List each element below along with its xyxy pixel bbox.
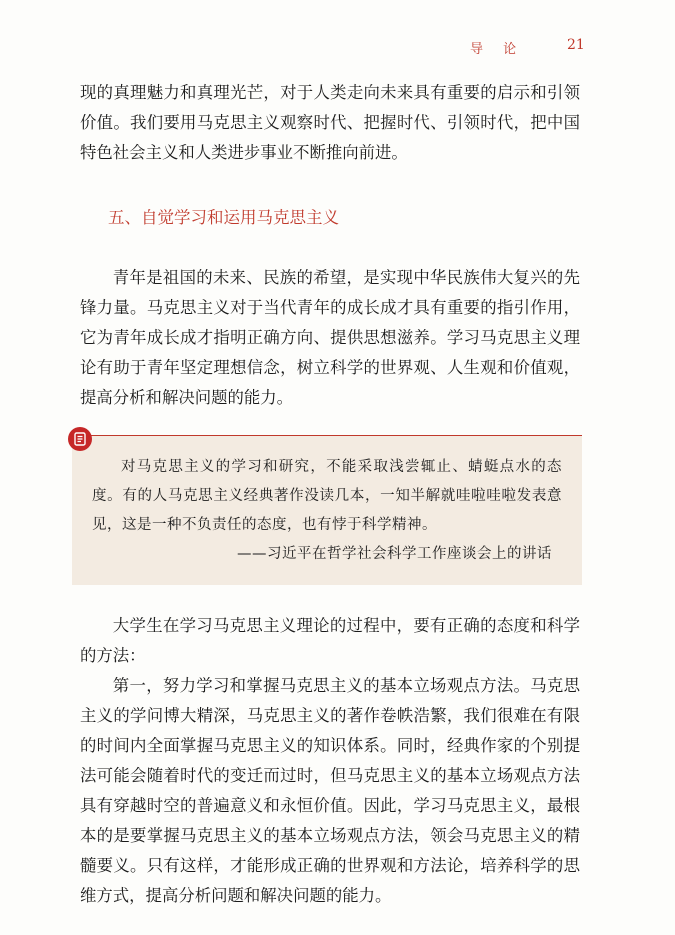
section-heading: 五、自觉学习和运用马克思主义 (108, 208, 339, 227)
paragraph-youth: 青年是祖国的未来、民族的希望，是实现中华民族伟大复兴的先锋力量。马克思主义对于当代青年的成长成才具有重要的指引作用，它为青年成长成才指明正确方向、提供思想滋养。学习马克思主义理论有助于青年坚定理想信念，树立科学的世界观、人生观和价值观，提高分析和解决问题的能力。 (80, 268, 580, 407)
page-content (80, 78, 580, 911)
paragraph-continuation: 现的真理魅力和真理光芒，对于人类走向未来具有重要的启示和引领价值。我们要用马克思主义观察时代、把握时代、引领时代，把中国特色社会主义和人类进步事业不断推向前进。 (80, 83, 580, 162)
paragraph-first-point: 第一，努力学习和掌握马克思主义的基本立场观点方法。马克思主义的学问博大精深，马克思主义的著作卷帙浩繁，我们很难在有限的时间内全面掌握马克思主义的知识体系。同时，经典作家的个别提法可能会随着时代的变迁而过时，但马克思主义的基本立场观点方法具有穿越时空的普遍意义和永恒价值。因此，学习马克思主义，最根本的是要掌握马克思主义的基本立场观点方法，领会马克思主义的精髓要义。只有这样，才能形成正确的世界观和方法论，培养科学的思维方式，提高分析问题和解决问题的能力。 (80, 676, 580, 905)
quote-source: ——习近平在哲学社会科学工作座谈会上的讲话 (237, 546, 552, 562)
chapter-title: 导 论 (470, 42, 525, 57)
quote-box (72, 435, 582, 585)
page-number: 21 (567, 37, 585, 53)
quote-text: 对马克思主义的学习和研究，不能采取浅尝辄止、蜻蜓点水的态度。有的人马克思主义经典著作没读几本，一知半解就哇啦哇啦发表意见，这是一种不负责任的态度，也有悖于科学精神。 (92, 459, 562, 533)
page-header (0, 38, 675, 58)
quote-badge-icon (68, 427, 92, 451)
quote-divider (90, 435, 582, 436)
paragraph-method-intro: 大学生在学习马克思主义理论的过程中，要有正确的态度和科学的方法： (80, 616, 580, 665)
